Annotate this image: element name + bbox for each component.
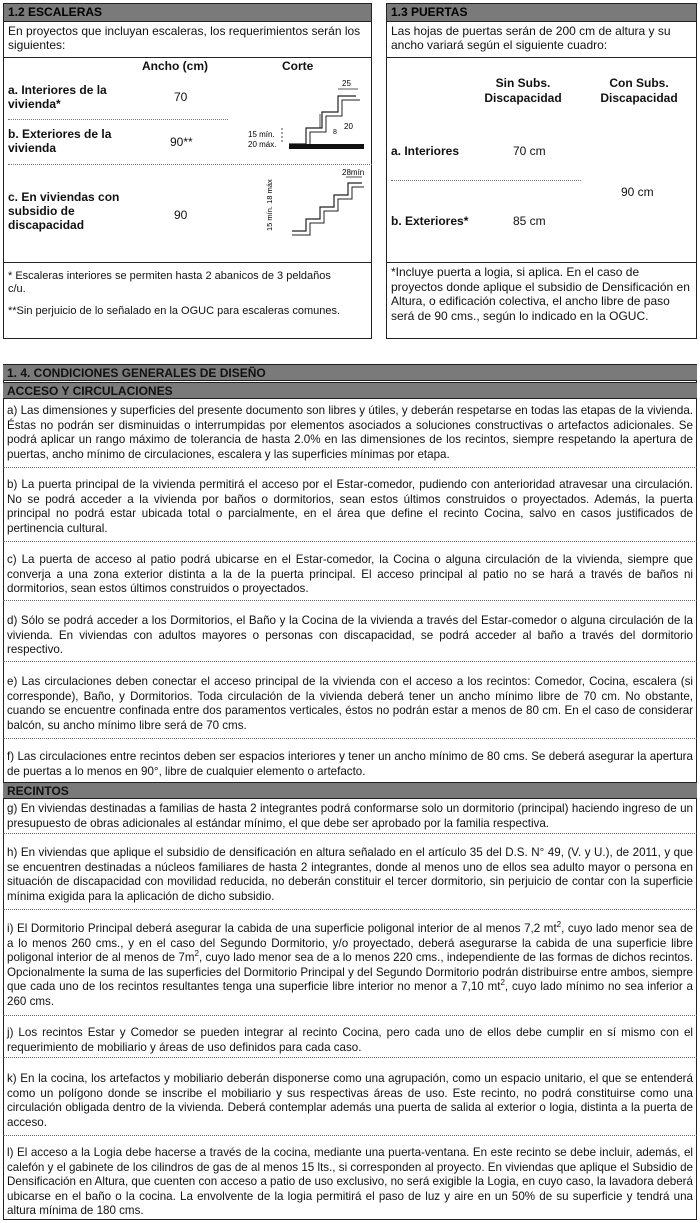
cond-g: g) En viviendas destinadas a familias de hasta 2 integrantes podrá conformarse solo un dormitorio (principal) haciendo ingreso de un presupuesto de obras adicionales al estándar mínimo, el que debe ser aprobado por la familia respectiva. (3, 800, 697, 834)
col-con-subs: Con Subs. Discapacidad (600, 76, 678, 105)
fig1-8: 8 (333, 129, 337, 136)
puerta-row-ext-val: 85 cm (513, 214, 546, 228)
escalera-row-b-label: b. Exteriores de la vivienda (8, 127, 112, 155)
cond-h: h) En viviendas que aplique el subsidio de densificación en altura señalado en el artículo 35 del D.S. N° 49, (V. y U.), de 2011, y que se encuentren destinadas a núcleos familiares de hasta 2 integrantes, donde al menos uno de ellos sea adulto mayor o persona en situación de discapacidad con movilidad reducida, no deberán constituir el tercer dormitorio, sin perjuicio de contar con la superficie mínima exigida para la aplicación de dicho subsidio. (3, 844, 697, 910)
cond-c: c) La puerta de acceso al patio podrá ubicarse en el Estar-comedor, la Cocina o alguna circulación de la vivienda, siempre que converja a una zona exterior distinta a la de la puerta principal. El acceso principal al patio no se hará a través de baños ni dormitorios, sean estos últimos construidos o proyectados. (3, 551, 697, 601)
stair-section-figure (234, 76, 369, 156)
cond-k: k) En la cocina, los artefactos y mobiliario deberán disponerse como una agrupación, como un espacio unitario, el que se entenderá como un polígono donde se inscribe el mobiliario y sus respectivas áreas de uso. Este recinto, no podrá constituirse como una circulación obligada dentro de la vivienda. Deberá contemplar además una puerta de salida al exterior o logia, distinta a la puerta de acceso. (3, 1070, 697, 1136)
col-corte-header: Corte (282, 59, 314, 73)
escaleras-intro: En proyectos que incluyan escaleras, los requerimientos serán los siguientes: (8, 24, 361, 52)
fig2-28: 28mín (342, 169, 365, 177)
cond-j: j) Los recintos Estar y Comedor se pueden integrar al recinto Cocina, pero cada uno de ellos debe cumplir en sí mismo con el requerimiento de mobiliario y áreas de uso definidos para cada caso. (3, 1024, 697, 1058)
escaleras-note-2: **Sin perjuicio de lo señalado en la OGUC para escaleras comunes. (8, 305, 341, 317)
cond-l: l) El acceso a la Logia debe hacerse a través de la cocina, mediante una puerta-ventana. En este recinto se debe incluir, además, el calefón y el gabinete de los cilindros de gas de al menos 15 lts., si corresponden al proyecto. En viviendas que aplique el Subsidio de Densificación en Altura, que cuenten con acceso a patio de uso exclusivo, no será exigible la Logia, en cuyo caso, la lavadora deberá ubicarse en el baño o la cocina. La envolvente de la logia permitirá el paso de luz y aire en un 50% de su superficie y tendrá una altura mínima de 180 cms. (7, 1146, 693, 1218)
puerta-row-int-val: 70 cm (513, 144, 546, 158)
escaleras-note-1: * Escaleras interiores se permiten hasta 2 abanicos de 3 peldaños c/u. (8, 270, 331, 295)
acceso-title: ACCESO Y CIRCULACIONES (3, 382, 697, 399)
fig1-min: 15 mín. (248, 130, 275, 139)
puerta-row-int-label: a. Interiores (391, 144, 460, 158)
escalera-row-a-label: a. Interiores de la vivienda* (8, 83, 107, 111)
cond-a: a) Las dimensiones y superficies del presente documento son libres y útiles, y deberán respetarse en todas las etapas de la vivienda. Éstas no podrán ser disminuidas o interrumpidas por elementos asociados a soluciones constructivas o artefactos adicionales. Se podrá aplicar un rango máximo de tolerancia de hasta 2.0% en las dimensiones de los recintos, siempre respetando la apertura de puertas, ancho mínimo de circulaciones, escalera y las superficies mínimas por etapa. (3, 402, 697, 468)
puertas-intro: Las hojas de puertas serán de 200 cm de altura y su ancho variará según el siguiente cuadro: (391, 24, 671, 52)
puertas-title: 1.3 PUERTAS (387, 4, 696, 22)
puertas-note: *Incluye puerta a logia, si aplica. En el caso de proyectos donde aplique el subsidio de Densificación en Altura, o edificación colectiva, el ancho libre de paso será de 90 cms., según lo indicado en la OGUC. (391, 265, 690, 323)
puerta-con-val: 90 cm (621, 185, 654, 199)
col-ancho-header: Ancho (cm) (142, 59, 208, 73)
escalera-row-a-ancho: 70 (174, 90, 188, 104)
col-sin-subs: Sin Subs. Discapacidad (484, 76, 562, 105)
cond-e: e) Las circulaciones deben conectar el acceso principal de la vivienda con el acceso a los recintos: Comedor, Cocina, escalera (si corresponde), Baño, y Dormitorios. Toda circulación de la vivienda deberá tener un ancho mínimo libre de 70 cm. No obstante, cuando se encuentre confinada entre dos paramentos verticales, éstos no podrán estar a menos de 80 cm. En el caso de considerar balcón, su ancho mínimo libre será de 70 cms. (3, 673, 697, 739)
fig1-20: 20 (344, 122, 353, 131)
cond-b: b) La puerta principal de la vivienda permitirá el acceso por el Estar-comedor, pudiendo con anterioridad atravesar una circulación. No se podrá acceder a la vivienda por baños o dormitorios, sean estos últimos construidos o proyectados. Además, la puerta principal no podrá estar ubicada total o parcialmente, en el área que define el recinto Cocina, salvo en casos justificados de pertinencia cultural. (3, 476, 697, 542)
puerta-row-ext-label: b. Exteriores* (391, 214, 469, 228)
fig2-vert: 15 mín. 18 máx (265, 179, 274, 231)
cond-i: i) El Dormitorio Principal deberá asegurar la cabida de una superficie poligonal interior de al menos 7,2 $mt^2$, cuyo lado menor sea de a lo menos 260 cms., y en el caso del Segundo Dormitorio, y/o proyectado, deberá asegurarse la cabida de una superficie libre poligonal interior de al menos de $7m^2$, cuyo lado menor sea de a lo menos 220 cms., independiente de las formas de dichos recintos. Opcionalmente la suma de las superficies del Dormitorio Principal y del Segundo Dormitorio podrán distribuirse entre ambos, siempre que cada uno de los recintos resultantes tenga una superficie libre interior no menor a 7,10 $mt^2$, cuyo lado mínimo no sea inferior a 260 cms. (3, 920, 697, 1016)
cond-d: d) Sólo se podrá acceder a los Dormitorios, el Baño y la Cocina de la vivienda a través del Estar-comedor o alguna circulación de la vivienda. En viviendas con adultos mayores o personas con discapacidad, se podrá acceder al baño a través del dormitorio respectivo. (3, 612, 697, 662)
condiciones-title: 1. 4. CONDICIONES GENERALES DE DISEÑO (3, 364, 697, 381)
stair-discapacidad-figure (254, 169, 369, 239)
escaleras-box (3, 3, 372, 339)
escalera-row-c-ancho: 90 (174, 208, 188, 222)
fig1-25: 25 (342, 79, 351, 88)
puertas-box (386, 3, 697, 339)
escaleras-title: 1.2 ESCALERAS (4, 4, 371, 22)
recintos-title: RECINTOS (3, 782, 697, 799)
escalera-row-c-label: c. En viviendas con subsidio de discapacidad (8, 190, 120, 232)
cond-f: f) Las circulaciones entre recintos deben ser espacios interiores y tener un ancho mínimo de 80 cms. Se deberá asegurar la apertura de puertas a lo menos en 90°, libre de cualquier elemento o artefacto. (7, 750, 693, 778)
escalera-row-b-ancho: 90** (170, 135, 193, 149)
fig1-max: 20 máx. (248, 140, 277, 149)
